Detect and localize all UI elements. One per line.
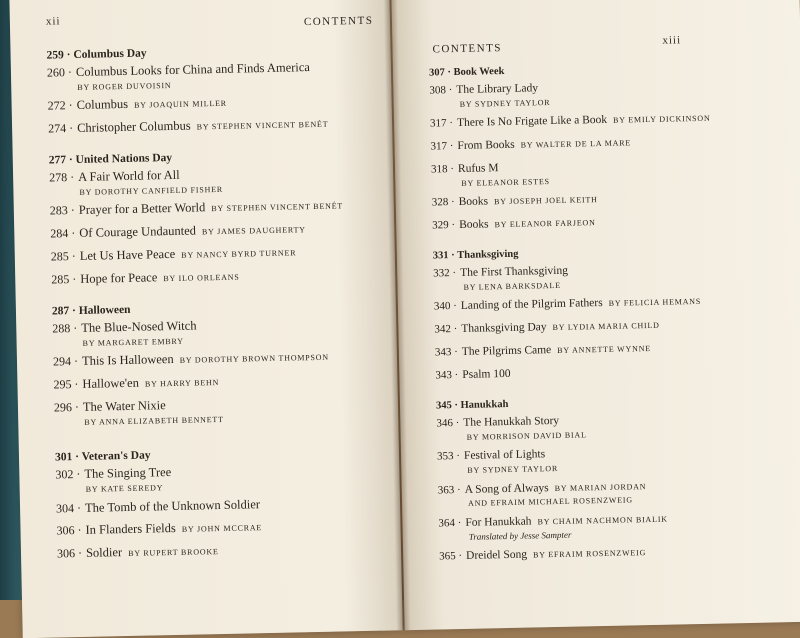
entry-author: BY ELEANOR FARJEON xyxy=(494,218,596,230)
left-page xyxy=(9,0,402,638)
toc-entry xyxy=(437,439,788,476)
entry-page-number: 296 · xyxy=(53,399,80,415)
entry-author: BY MARGARET EMBRY xyxy=(82,336,184,348)
entry-author: BY LENA BARKSDALE xyxy=(463,280,561,292)
entry-page-number: 285 · xyxy=(50,249,76,264)
toc-entry xyxy=(57,538,387,564)
toc-entry xyxy=(435,358,785,384)
entry-author: BY ANNETTE WYNNE xyxy=(557,344,652,356)
entry-author: BY ROGER DUVOISIN xyxy=(77,80,172,92)
entry-title: Columbus xyxy=(76,97,129,113)
entry-title: Rufus M xyxy=(457,162,499,176)
entry-author: BY JOSEPH JOEL KEITH xyxy=(493,195,598,207)
entry-title: Festival of Lights xyxy=(463,448,546,463)
toc-entry xyxy=(53,346,383,372)
entry-title: This Is Halloween xyxy=(81,352,174,369)
toc-list xyxy=(429,60,789,569)
entry-page-number: 343 · xyxy=(435,369,459,382)
entry-title: The First Thanksgiving xyxy=(460,264,569,280)
toc-entry xyxy=(52,312,383,348)
entry-title: Landing of the Pilgrim Fathers xyxy=(460,297,603,313)
entry-page-number: 353 · xyxy=(436,450,461,463)
entry-author: BY ANNA ELIZABETH BENNETT xyxy=(84,414,224,427)
section-heading: 287 · Halloween xyxy=(51,303,131,318)
entry-title: The Tomb of the Unknown Soldier xyxy=(84,496,261,515)
entry-author: BY FELICIA HEMANS xyxy=(608,297,702,309)
entry-page-number: 272 · xyxy=(47,98,73,113)
entry-page-number: 365 · xyxy=(439,550,463,563)
right-page xyxy=(391,0,800,630)
entry-page-number: 328 · xyxy=(431,196,455,209)
entry-author: BY EMILY DICKINSON xyxy=(613,113,711,126)
entry-title: The Hanukkah Story xyxy=(463,414,560,429)
entry-author: BY JOAQUIN MILLER xyxy=(133,99,227,111)
toc-entry xyxy=(50,195,380,221)
entry-title: Of Courage Undaunted xyxy=(79,223,197,241)
entry-title: Christopher Columbus xyxy=(76,118,191,136)
toc-entry xyxy=(51,264,381,290)
entry-author: BY WALTER DE LA MARE xyxy=(520,138,632,150)
entry-title: There Is No Frigate Like a Book xyxy=(456,114,608,130)
entry-author: BY JOHN MCCRAE xyxy=(181,523,263,535)
entry-author: BY CHAIM NACHMON BIALIK xyxy=(537,514,668,527)
entry-page-number: 318 · xyxy=(430,163,455,176)
toc-entry xyxy=(56,515,386,541)
page-number: xiii xyxy=(662,34,682,47)
toc-entry xyxy=(55,459,386,495)
entry-author: BY RUPERT BROOKE xyxy=(128,547,219,559)
section-heading: 345 · Hanukkah xyxy=(435,398,509,412)
toc-section xyxy=(52,298,384,427)
entry-page-number: 342 · xyxy=(434,323,458,336)
entry-title: The Water Nixie xyxy=(82,398,166,414)
entry-page-number: 308 · xyxy=(429,84,453,97)
toc-entry xyxy=(430,129,780,155)
toc-entry xyxy=(47,57,378,93)
toc-section xyxy=(436,393,789,566)
toc-entry xyxy=(439,539,789,565)
entry-page-number: 317 · xyxy=(430,140,454,153)
entry-author: BY SYDNEY TAYLOR xyxy=(467,464,559,475)
entry-title: Prayer for a Better World xyxy=(78,200,206,218)
entry-title: Let Us Have Peace xyxy=(79,247,176,264)
section-heading: 331 · Thanksgiving xyxy=(432,248,519,262)
entry-page-number: 329 · xyxy=(432,219,456,232)
entry-title: Hope for Peace xyxy=(80,270,158,286)
open-book xyxy=(9,0,800,638)
toc-entry xyxy=(430,107,780,133)
toc-entry xyxy=(48,113,378,139)
entry-page-number: 302 · xyxy=(55,467,81,482)
toc-section xyxy=(429,60,782,234)
toc-entry xyxy=(431,152,782,189)
toc-entry xyxy=(435,335,785,361)
entry-author-continued: AND EFRAIM MICHAEL ROSENZWEIG xyxy=(467,495,634,509)
entry-page-number: 306 · xyxy=(56,546,83,561)
entry-author: BY ELEANOR ESTES xyxy=(461,177,550,188)
entry-page-number: 346 · xyxy=(436,416,460,430)
entry-author: BY DOROTHY BROWN THOMPSON xyxy=(179,352,330,366)
entry-page-number: 260 · xyxy=(46,65,73,80)
toc-list xyxy=(46,43,387,568)
entry-page-number: 332 · xyxy=(433,267,457,280)
toc-entry xyxy=(54,392,385,428)
toc-section xyxy=(49,148,382,290)
toc-entry xyxy=(51,241,381,267)
toc-entry xyxy=(56,492,386,518)
running-head: CONTENTS xyxy=(432,42,503,56)
entry-page-number: 306 · xyxy=(56,523,82,538)
toc-entry xyxy=(50,218,380,244)
entry-page-number: 285 · xyxy=(51,272,77,287)
toc-entry xyxy=(434,290,784,316)
entry-title: A Song of Always xyxy=(464,481,549,496)
entry-author: BY HARRY BEHN xyxy=(144,378,220,389)
section-heading: 301 · Veteran's Day xyxy=(54,449,151,464)
entry-title: A Fair World for All xyxy=(77,167,180,185)
toc-section xyxy=(433,243,786,384)
running-head: CONTENTS xyxy=(303,14,374,29)
entry-page-number: 363 · xyxy=(437,483,461,497)
entry-author: BY LYDIA MARIA CHILD xyxy=(552,321,660,333)
toc-entry xyxy=(429,73,780,110)
entry-author: BY JAMES DAUGHERTY xyxy=(201,225,306,237)
toc-entry xyxy=(436,406,787,443)
entry-translator-note: Translated by Jesse Sampter xyxy=(468,529,572,542)
section-heading: 307 · Book Week xyxy=(428,65,505,79)
entry-author: BY STEPHEN VINCENT BENÉT xyxy=(211,201,344,214)
section-heading: 259 · Columbus Day xyxy=(46,47,147,62)
toc-entry xyxy=(434,312,784,338)
entry-title: In Flanders Fields xyxy=(85,521,176,538)
entry-page-number: 278 · xyxy=(49,170,75,185)
entry-title: Hallowe'en xyxy=(82,375,140,391)
entry-page-number: 288 · xyxy=(52,320,78,336)
toc-entry xyxy=(53,369,383,395)
section-heading: 277 · United Nations Day xyxy=(48,152,173,167)
entry-title: Columbus Looks for China and Finds America xyxy=(75,60,311,79)
toc-entry xyxy=(438,473,789,510)
entry-title: For Hanukkah xyxy=(465,515,532,529)
entry-title: The Library Lady xyxy=(456,82,539,97)
entry-page-number: 284 · xyxy=(50,226,76,241)
entry-page-number: 364 · xyxy=(438,516,462,530)
entry-title: The Blue-Nosed Witch xyxy=(81,318,197,335)
entry-title: The Singing Tree xyxy=(84,465,172,482)
entry-page-number: 274 · xyxy=(47,121,74,136)
page-number: xii xyxy=(45,15,61,28)
toc-entry xyxy=(438,506,789,543)
toc-entry xyxy=(47,90,377,116)
entry-title: Books xyxy=(459,218,489,232)
entry-title: Thanksgiving Day xyxy=(461,321,547,336)
entry-author: BY SYDNEY TAYLOR xyxy=(459,97,551,109)
entry-title: Psalm 100 xyxy=(462,367,511,382)
toc-entry xyxy=(432,208,782,234)
toc-entry xyxy=(433,256,784,293)
entry-author: BY MARIAN JORDAN xyxy=(554,481,647,493)
entry-author: BY NANCY BYRD TURNER xyxy=(181,248,297,260)
entry-page-number: 294 · xyxy=(52,354,79,369)
entry-page-number: 340 · xyxy=(433,300,457,313)
toc-section xyxy=(46,43,378,139)
entry-author: BY KATE SEREDY xyxy=(85,483,164,494)
entry-author: BY MORRISON DAVID BIAL xyxy=(466,430,587,442)
entry-page-number: 304 · xyxy=(55,500,82,516)
toc-entry xyxy=(432,186,782,212)
entry-title: Dreidel Song xyxy=(465,548,528,563)
entry-author: BY EFRAIM ROSENZWEIG xyxy=(533,548,647,560)
toc-entry xyxy=(49,162,380,198)
entry-page-number: 317 · xyxy=(429,117,454,130)
toc-section xyxy=(55,445,387,564)
entry-page-number: 283 · xyxy=(49,203,75,218)
entry-page-number: 295 · xyxy=(53,377,79,392)
entry-page-number: 343 · xyxy=(434,346,458,359)
entry-title: Soldier xyxy=(85,545,123,561)
entry-author: BY STEPHEN VINCENT BENÉT xyxy=(196,119,329,132)
entry-title: From Books xyxy=(457,138,515,153)
entry-author: BY ILO ORLEANS xyxy=(163,272,240,284)
entry-title: The Pilgrims Came xyxy=(461,344,552,359)
entry-title: Books xyxy=(458,195,489,209)
entry-author: BY DOROTHY CANFIELD FISHER xyxy=(79,184,224,197)
